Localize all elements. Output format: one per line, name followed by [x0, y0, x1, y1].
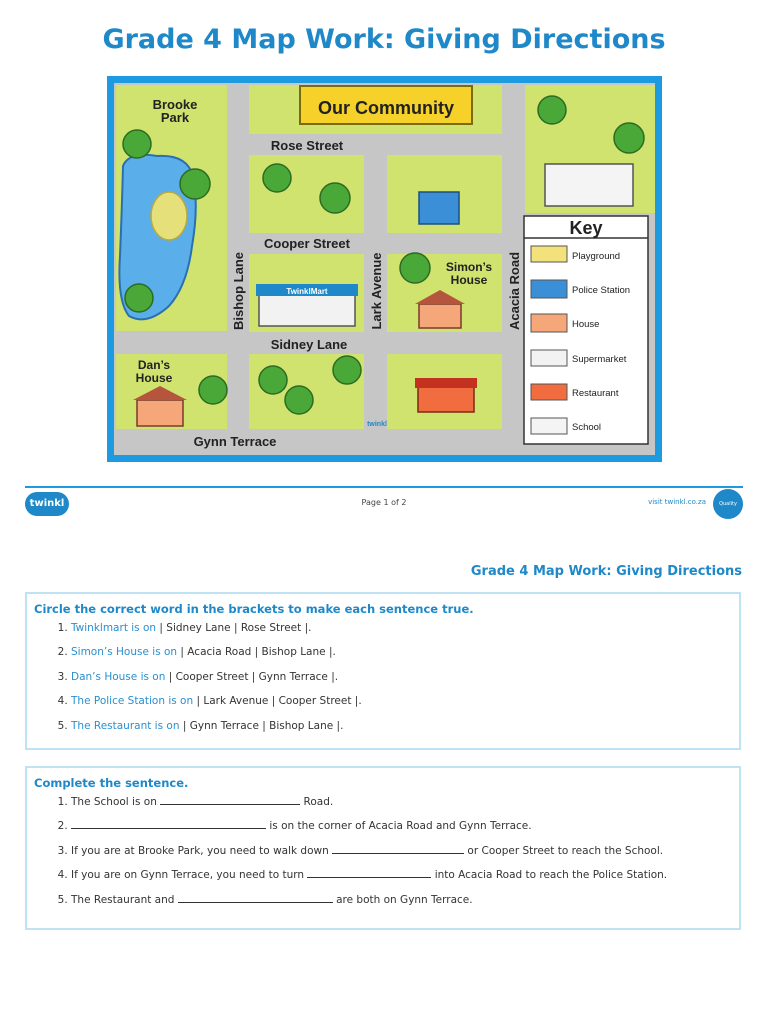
item-options: | Lark Avenue | Cooper Street |. [193, 695, 362, 708]
simons-house-label-2: House [450, 273, 488, 287]
item-lead: Simon’s House is on [71, 646, 178, 659]
tree [123, 130, 151, 158]
answer-blank[interactable] [160, 794, 300, 805]
answer-blank[interactable] [307, 867, 431, 878]
tree [320, 183, 350, 213]
sidney-lane-label: Sidney Lane [270, 337, 348, 352]
police-station-building [419, 192, 459, 224]
quality-badge-icon: Quality [713, 489, 743, 519]
sentence-end: are both on Gynn Terrace. [332, 893, 473, 906]
section2-heading: Complete the sentence. [34, 776, 189, 790]
item-options: | Cooper Street | Gynn Terrace |. [165, 670, 339, 683]
sentence-end: Road. [300, 796, 334, 808]
list-item [71, 814, 667, 838]
tree [400, 253, 430, 283]
bishop-lane-label: Bishop Lane [231, 251, 246, 331]
police-station-icon [531, 280, 567, 298]
key-item-school: School [572, 422, 602, 433]
section1-list [47, 616, 362, 738]
school-building [545, 164, 633, 206]
sentence-start: The Restaurant and [71, 893, 178, 906]
tree [180, 169, 210, 199]
list-item [71, 863, 667, 887]
rose-street-label: Rose Street [270, 138, 344, 153]
tree [333, 356, 361, 384]
item-lead: Twinklmart is on [71, 622, 157, 634]
pond-island [151, 192, 187, 240]
simons-house-label-1: Simon’s [445, 260, 493, 274]
item-lead: Dan’s House is on [71, 670, 166, 683]
sentence-start: The School is on [71, 796, 161, 808]
section1-heading: Circle the correct word in the brackets to make each sentence true. [34, 602, 474, 616]
key-item-playground: Playground [572, 251, 621, 262]
complete-sentence-section [25, 766, 741, 930]
restaurant-icon [531, 384, 567, 400]
visit-link[interactable]: visit twinkl.co.za [648, 498, 706, 506]
house-icon [531, 314, 567, 332]
tree [614, 123, 644, 153]
list-item [71, 640, 362, 664]
list-item [71, 790, 667, 814]
key-item-restaurant: Restaurant [572, 388, 619, 399]
restaurant-roof [415, 378, 477, 388]
list-item [71, 839, 667, 863]
sentence-start: If you are at Brooke Park, you need to walk down [71, 844, 333, 857]
item-options: | Gynn Terrace | Bishop Lane |. [179, 719, 344, 732]
brooke-park-label-1: Brooke [152, 97, 198, 112]
tree [199, 376, 227, 404]
acacia-road-label: Acacia Road [507, 251, 522, 331]
school-icon [531, 418, 567, 434]
dans-house-building [137, 400, 183, 426]
tree [285, 386, 313, 414]
tree [538, 96, 566, 124]
list-item [71, 689, 362, 713]
lark-avenue-label: Lark Avenue [369, 252, 384, 330]
key-heading: Key [569, 218, 603, 238]
list-item [71, 714, 362, 738]
section2-list [47, 790, 667, 912]
answer-blank[interactable] [178, 892, 333, 903]
tree [125, 284, 153, 312]
sentence-start: If you are on Gynn Terrace, you need to turn [71, 869, 308, 882]
dans-house-label-2: House [135, 371, 173, 385]
page-title: Grade 4 Map Work: Giving Directions [102, 24, 666, 55]
cooper-street-label: Cooper Street [264, 236, 350, 251]
answer-blank[interactable] [71, 818, 266, 829]
sentence-end: or Cooper Street to reach the School. [464, 844, 664, 857]
dans-house-label-1: Dan’s [137, 358, 171, 372]
our-community-label: Our Community [317, 98, 455, 118]
footer-divider [25, 486, 743, 488]
restaurant-building [418, 386, 474, 412]
page2-title: Grade 4 Map Work: Giving Directions [470, 564, 742, 579]
sentence-end: is on the corner of Acacia Road and Gynn Terrace. [266, 820, 532, 833]
twinklmart-label: TwinklMart [286, 287, 328, 296]
sentence-end: into Acacia Road to reach the Police Station. [431, 869, 668, 882]
supermarket-icon [531, 350, 567, 366]
key-item-police-station: Police Station [572, 285, 631, 296]
list-item [71, 888, 667, 912]
tree [259, 366, 287, 394]
tree [263, 164, 291, 192]
key-item-supermarket: Supermarket [572, 354, 627, 365]
list-item [71, 665, 362, 689]
page-number: Page 1 of 2 [361, 498, 407, 507]
brooke-park-label-2: Park [160, 110, 190, 125]
playground-icon [531, 246, 567, 262]
twinkl-small-logo: twinkl [367, 421, 387, 428]
simons-house-building [419, 304, 461, 328]
gynn-terrace-label: Gynn Terrace [193, 434, 277, 449]
list-item [71, 616, 362, 640]
item-options: | Acacia Road | Bishop Lane |. [177, 646, 336, 659]
answer-blank[interactable] [332, 843, 464, 854]
item-lead: The Restaurant is on [71, 719, 180, 732]
circle-word-section [25, 592, 741, 750]
twinkl-logo: twinkl [25, 492, 69, 516]
community-map [107, 76, 662, 462]
item-options: | Sidney Lane | Rose Street |. [156, 622, 312, 634]
key-item-house: House [572, 319, 600, 330]
item-lead: The Police Station is on [71, 695, 194, 708]
map-illustration [107, 76, 662, 462]
